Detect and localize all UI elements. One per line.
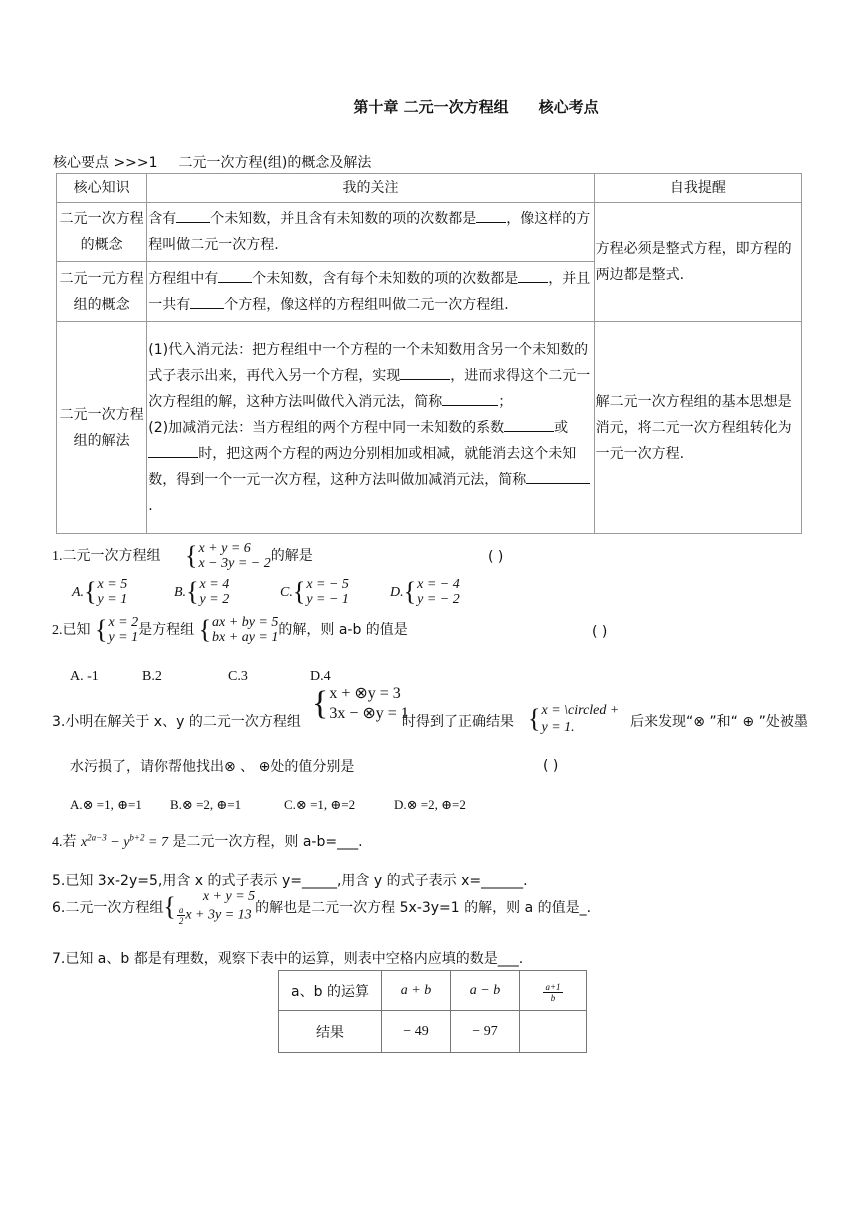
title-sub: 核心考点 — [538, 98, 599, 116]
ops-result-diff: − 97 — [451, 1011, 520, 1053]
ops-diff: a − b — [451, 971, 520, 1011]
question-7: 7.已知 a、b 都是有理数，观察下表中的运算，则表中空格内应填的数是___. — [52, 951, 524, 967]
question-1: 1.二元一次方程组 { x + y = 6 x − 3y = − 2 的解是 — [52, 541, 313, 571]
row-solution-method-text: (1)代入消元法：把方程组中一个方程的一个未知数用含另一个未知数的式子表示出来，再代入另一个方程，实现 ，进而求得这个二元一次方程组的解，这种方法叫做代入消元法，简称 ； (2)加减消元法：当方程组的两个方程中同一未知数的系数 或时，把这两个方程的两边分别相加或相减，就能消去这个未知数，得到一个一元一次方程，这种方法叫做加减消元法，简称. — [147, 322, 594, 534]
q3-result: { x = \circled + y = 1. — [528, 703, 620, 735]
remind-1: 方程必须是整式方程，即方程的两边都是整式. — [594, 203, 801, 322]
row-solution-method: 二元一次方程组的解法 — [57, 322, 147, 534]
question-4: 4.若 $x^{2a-3} - y^{b+2} = 7$ 是二元一次方程，则 a-b=___. — [52, 832, 363, 850]
row-concept-equation: 二元一次方程的概念 — [57, 203, 147, 262]
q2-option-a[interactable]: A. -1 — [70, 669, 99, 684]
q2-option-d[interactable]: D.4 — [310, 669, 331, 684]
q2-option-b[interactable]: B.2 — [142, 669, 162, 684]
question-3-tail: 后来发现“⊗ ”和“ ⊕ ”处被墨 — [630, 714, 808, 730]
table-row — [279, 1011, 587, 1053]
question-5: 5.已知 3x-2y=5,用含 x 的式子表示 y=_____,用含 y 的式子表示 x=______. — [52, 873, 528, 889]
page-title — [0, 96, 860, 117]
q3-option-b[interactable]: B.⊗ =2, ⊕=1 — [170, 797, 242, 812]
section-label: 核心要点 >>>1 — [53, 155, 158, 171]
operations-table — [278, 970, 587, 1053]
question-2: 2.已知 { x = 2 y = 1 是方程组 { ax + by = 5 bx + ay = 1 的解，则 a-b 的值是 — [52, 615, 408, 645]
table-row — [279, 971, 587, 1011]
question-3-prefix: 3.小明在解关于 x、y 的二元一次方程组 — [52, 714, 301, 730]
ops-result-blank[interactable] — [520, 1011, 587, 1053]
row-concept-equation-text: 含有 个未知数，并且含有未知数的项的次数都是 ，像这样的方程叫做二元一次方程. — [147, 203, 594, 262]
header-remind: 自我提醒 — [594, 174, 801, 203]
table-header-row — [57, 174, 802, 203]
remind-2: 解二元一次方程组的基本思想是消元，将二元一次方程组转化为一元一次方程. — [594, 322, 801, 534]
q3-option-a[interactable]: A.⊗ =1, ⊕=1 — [70, 797, 142, 812]
ops-quotient: $\frac{a+1}{b}$ — [520, 971, 587, 1011]
question-3-mid: 时得到了正确结果 — [402, 714, 514, 730]
ops-sum: a + b — [382, 971, 451, 1011]
question-3-line2: 水污损了，请你帮他找出⊗ 、 ⊕处的值分别是 — [70, 759, 355, 775]
q3-system-image: { x + ⊗y = 3 3x − ⊗y = 1 — [312, 685, 409, 722]
ops-result-sum: − 49 — [382, 1011, 451, 1053]
row-concept-system: 二元一元方程组的概念 — [57, 262, 147, 322]
section-name: 二元一次方程(组)的概念及解法 — [178, 155, 372, 171]
ops-label-operation: a、b 的运算 — [279, 971, 382, 1011]
row-concept-system-text: 方程组中有 个未知数，含有每个未知数的项的次数都是 ，并且一共有 个方程，像这样的方程组叫做二元一次方程组. — [147, 262, 594, 322]
q1-option-b[interactable]: B. { x = 4 y = 2 — [174, 577, 230, 607]
header-core: 核心知识 — [57, 174, 147, 203]
question-6: 6.二元一次方程组 { x + y = 5 $\frac{a}{2}$ x + 3y = 13 的解也是二元一次方程 5x-3y=1 的解，则 a 的值是_. — [52, 889, 592, 926]
q2-option-c[interactable]: C.3 — [228, 669, 248, 684]
knowledge-table — [56, 173, 802, 534]
title-main: 第十章 二元一次方程组 — [353, 98, 509, 116]
q3-option-c[interactable]: C.⊗ =1, ⊕=2 — [284, 797, 356, 812]
table-row — [57, 322, 802, 534]
ops-label-result: 结果 — [279, 1011, 382, 1053]
q1-option-a[interactable]: A. { x = 5 y = 1 — [72, 577, 128, 607]
question-2-paren: ( ) — [592, 624, 608, 640]
q3-option-d[interactable]: D.⊗ =2, ⊕=2 — [394, 797, 466, 812]
section-heading — [53, 152, 371, 172]
table-row — [57, 203, 802, 262]
q1-option-d[interactable]: D. { x = − 4 y = − 2 — [390, 577, 460, 607]
header-focus: 我的关注 — [147, 174, 594, 203]
question-3-paren: ( ) — [543, 758, 559, 774]
question-1-paren: ( ) — [488, 549, 504, 565]
q1-option-c[interactable]: C. { x = − 5 y = − 1 — [280, 577, 349, 607]
